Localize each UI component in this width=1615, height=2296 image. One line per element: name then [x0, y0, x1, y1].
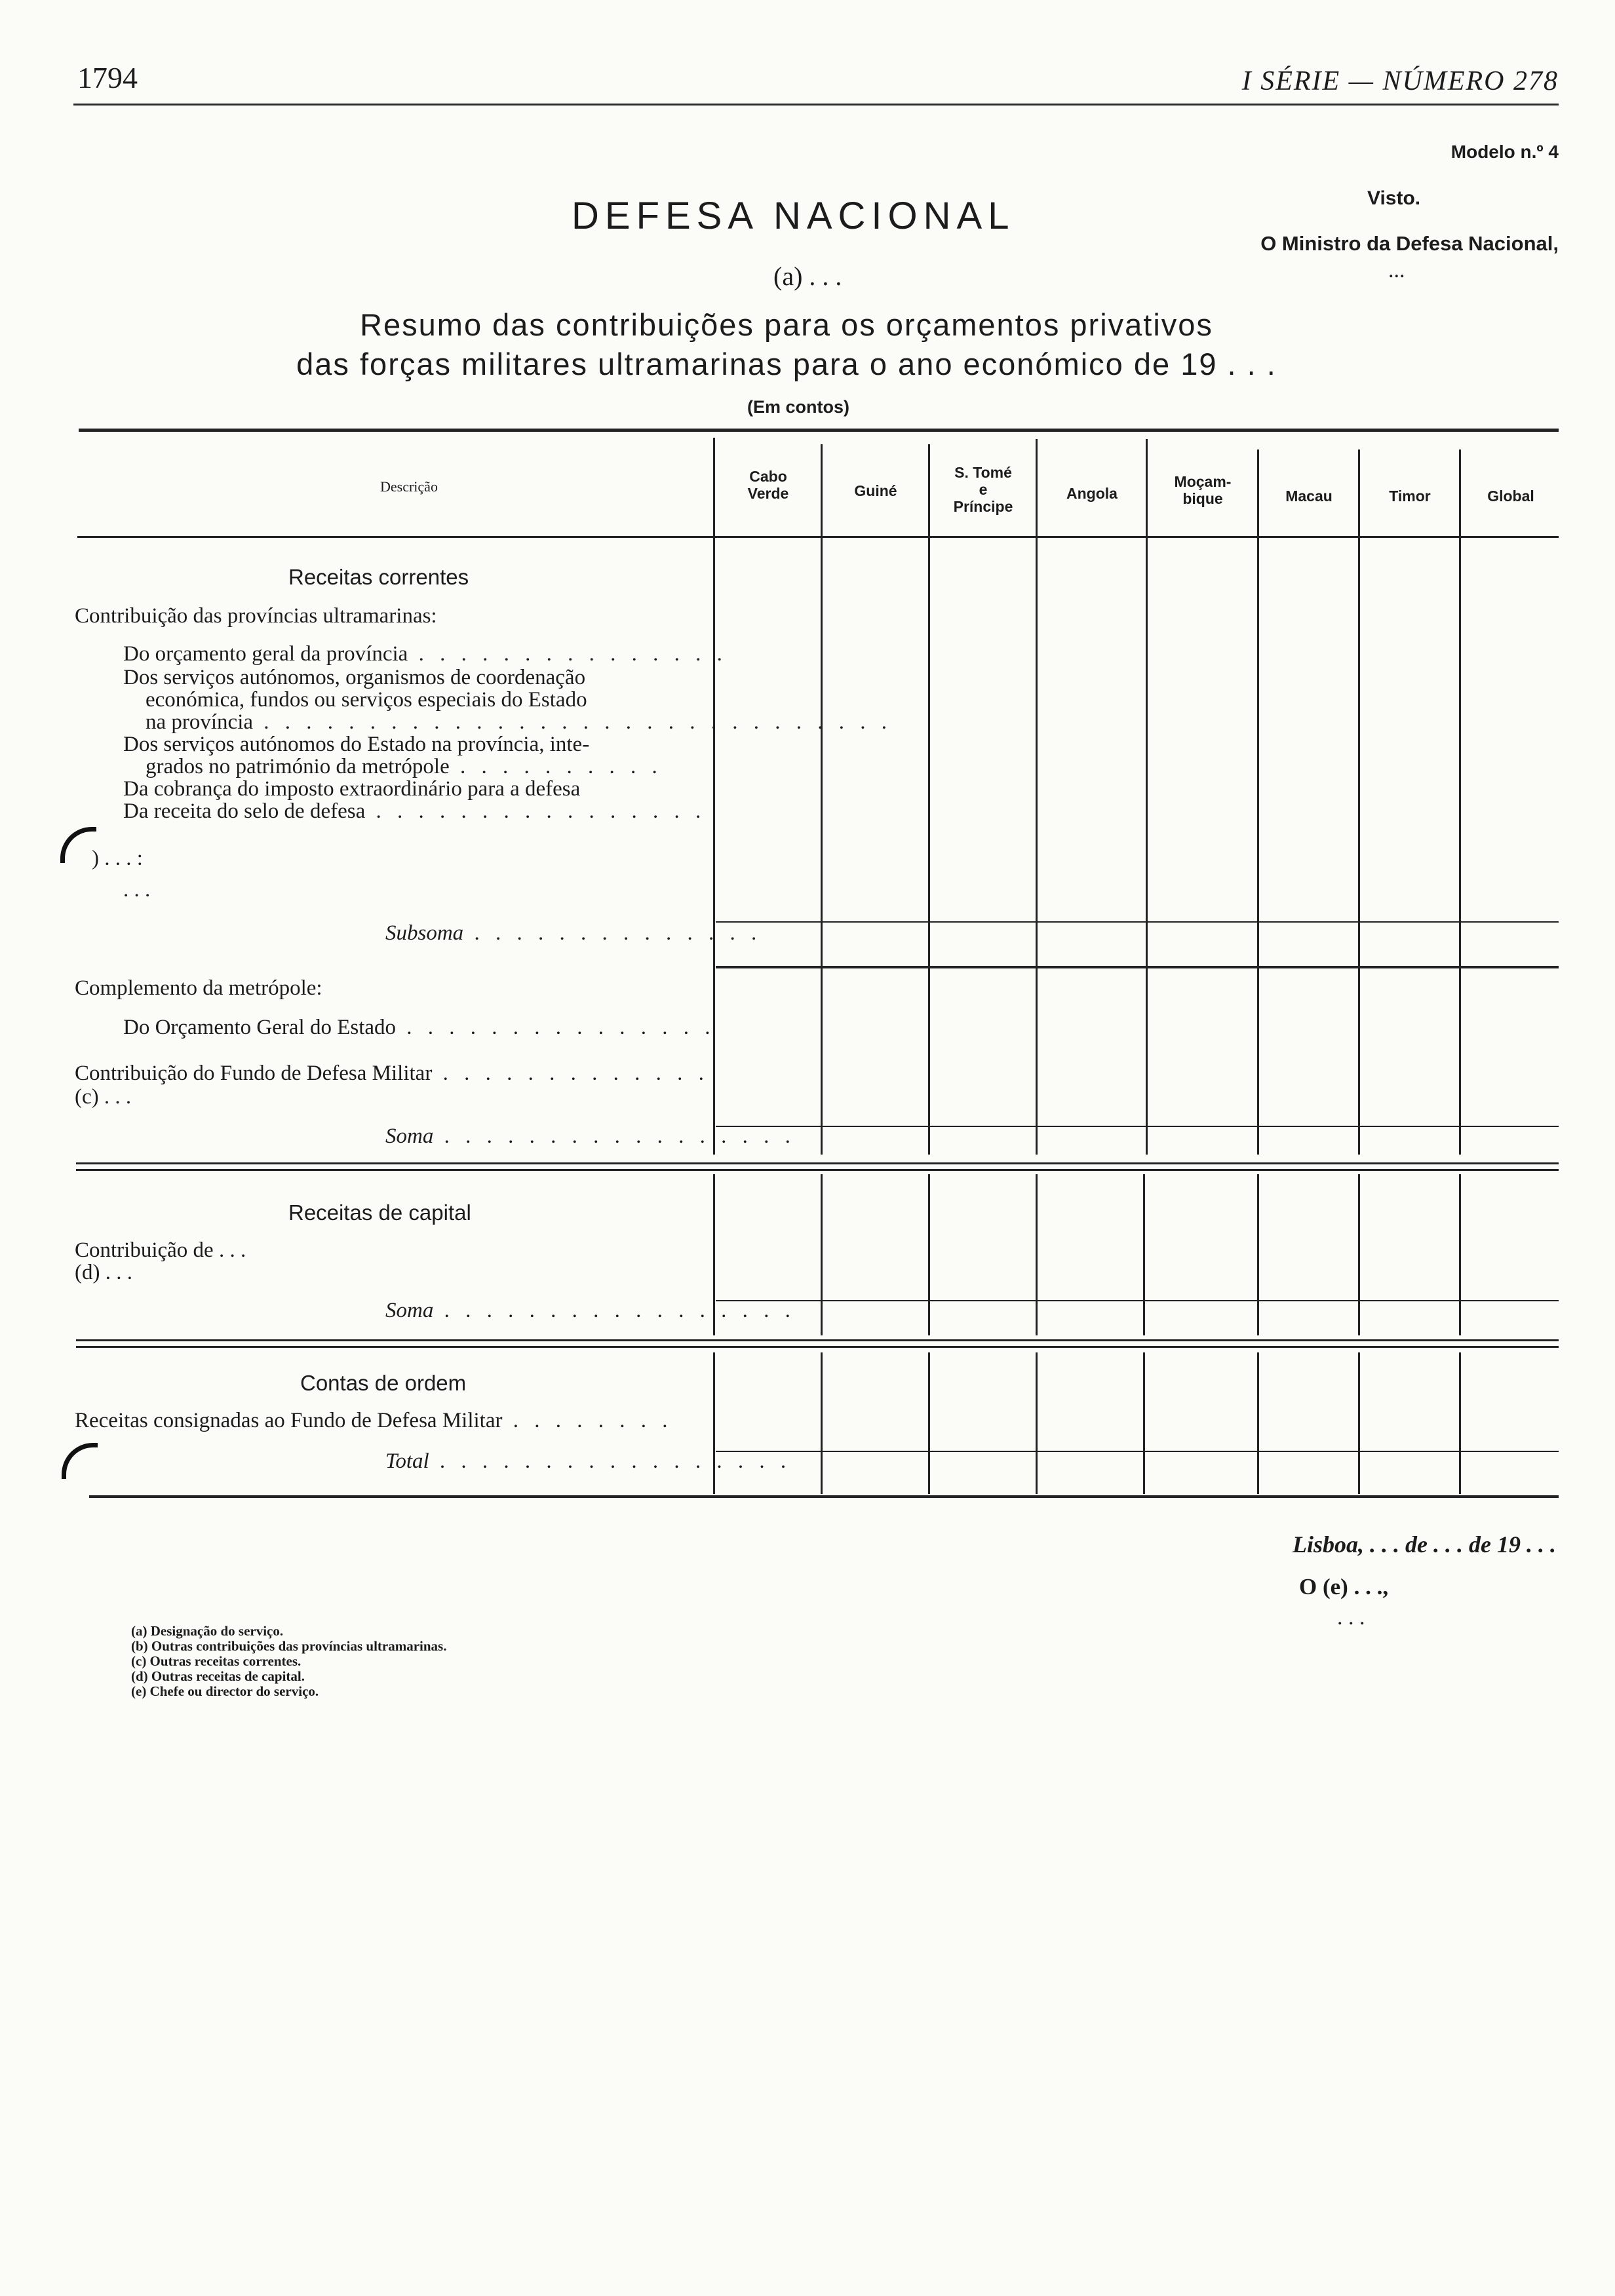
col-rule-3 [1036, 439, 1038, 1155]
row-soma-2 [385, 1299, 796, 1322]
column-header-timor [1361, 488, 1459, 505]
column-header-macau [1260, 488, 1358, 505]
section-separator-2b [76, 1346, 1559, 1348]
total-rule [716, 1451, 1559, 1452]
row-orcamento-geral [123, 642, 728, 666]
footnote-b: (b) Outras contribuições das províncias ultramarinas. [131, 1638, 447, 1654]
bracket-mark [62, 1443, 98, 1479]
column-header-line: Guiné [854, 482, 897, 499]
footnote-c: (c) Outras receitas correntes. [131, 1653, 302, 1669]
model-number: Modelo n.º 4 [1450, 142, 1559, 162]
col-rule-5 [1257, 450, 1259, 1155]
col-rule-6-b [1358, 1174, 1360, 1335]
col-rule-3-b [1036, 1174, 1038, 1335]
units-label: (Em contos) [747, 397, 850, 417]
col-rule-3-c [1036, 1352, 1038, 1494]
row-other-current-revenue: (c) . . . [75, 1085, 132, 1109]
section-separator-2a [76, 1339, 1559, 1341]
column-header-line: Global [1487, 488, 1534, 505]
col-rule-4-b [1143, 1174, 1145, 1335]
leader-dots: . . . . . . . . . . . . . . . . . . . . . . . . . . . . . . [253, 710, 893, 734]
column-header-global [1462, 488, 1560, 505]
col-rule-2 [928, 444, 930, 1155]
leader-dots: . . . . . . . . [502, 1409, 673, 1432]
section-separator-1a [76, 1162, 1559, 1164]
footnote-a: (a) Designação do serviço. [131, 1623, 284, 1639]
subsoma-rule-top [716, 921, 1559, 923]
col-rule-7-b [1459, 1174, 1461, 1335]
footnotes [131, 1624, 446, 1699]
row-servicos-estado-2 [146, 755, 700, 778]
row-total [385, 1449, 792, 1473]
col-rule-4-c [1143, 1352, 1145, 1494]
row-fundo-defesa-militar [75, 1062, 709, 1085]
row-label: Do orçamento geral da província [123, 642, 408, 666]
row-servicos-autonomos-1: Dos serviços autónomos, organismos de coordenação [123, 666, 586, 689]
page-number: 1794 [77, 61, 138, 94]
row-label: Contribuição do Fundo de Defesa Militar [75, 1062, 433, 1085]
col-rule-5-c [1257, 1352, 1259, 1494]
section-separator-1b [76, 1169, 1559, 1171]
row-label: grados no património da metrópole [146, 755, 450, 778]
row-other-contributions-dots: . . . [123, 878, 151, 902]
col-rule-1 [821, 444, 823, 1155]
column-header-line: e [979, 481, 988, 498]
row-label: Soma [385, 1124, 434, 1148]
row-other-capital-revenue: (d) . . . [75, 1261, 132, 1284]
column-header-line: Timor [1389, 488, 1431, 505]
col-rule-2-b [928, 1174, 930, 1335]
row-contribuicao-provincias: Contribuição das províncias ultramarinas: [75, 604, 437, 628]
column-header-line: Angola [1066, 485, 1118, 502]
col-rule-1-c [821, 1352, 823, 1494]
footnote-d: (d) Outras receitas de capital. [131, 1668, 305, 1684]
minister-label: O Ministro da Defesa Nacional, [1260, 232, 1559, 255]
row-servicos-autonomos-3 [146, 710, 893, 734]
leader-dots: . . . . . . . . . . . . . . . [396, 1016, 716, 1039]
row-receitas-consignadas [75, 1409, 700, 1432]
signer-dots: . . . [1337, 1605, 1365, 1630]
subsoma-rule-bottom [716, 966, 1559, 968]
bracket-mark [60, 827, 96, 863]
row-label: na província [146, 710, 254, 734]
soma2-rule [716, 1300, 1559, 1301]
row-label: Soma [385, 1299, 434, 1322]
header-bottom-rule [77, 536, 1559, 538]
col-rule-2-c [928, 1352, 930, 1494]
place-date-line: Lisboa, . . . de . . . de 19 . . . [1293, 1531, 1556, 1558]
row-label: Subsoma [385, 921, 464, 945]
summary-heading [131, 305, 1442, 384]
leader-dots: . . . . . . . . . . . . . . . . [365, 799, 707, 823]
col-rule-6-c [1358, 1352, 1360, 1494]
section-heading-receitas-capital: Receitas de capital [288, 1200, 471, 1225]
summary-heading-line1: Resumo das contribuições para os orçamentos privativos [360, 307, 1213, 342]
column-header-line: Macau [1285, 488, 1333, 505]
row-label: Da receita do selo de defesa [123, 799, 366, 823]
leader-dots: . . . . . . . . . . [449, 755, 663, 778]
row-soma-1 [385, 1124, 796, 1148]
row-label: Do Orçamento Geral do Estado [123, 1016, 397, 1039]
series-number: I SÉRIE — NÚMERO 278 [1241, 66, 1559, 96]
leader-dots: . . . . . . . . . . . . . [432, 1062, 709, 1085]
column-header-line: S. Tomé [954, 464, 1012, 481]
footnote-e: (e) Chefe ou director do serviço. [131, 1683, 319, 1699]
summary-heading-line2: das forças militares ultramarinas para o ano económico de 19 . . . [296, 347, 1277, 381]
col-rule-desc [713, 438, 715, 1155]
col-rule-7 [1459, 450, 1461, 1155]
minister-signature-dots: ... [1388, 258, 1405, 282]
description-column-header: Descrição [380, 478, 438, 495]
row-selo-defesa [123, 799, 707, 823]
col-rule-6 [1358, 450, 1360, 1155]
column-header-cabo-verde [716, 468, 821, 502]
col-rule-5-b [1257, 1174, 1259, 1335]
column-header-line: Cabo [749, 468, 787, 485]
col-rule-1-b [821, 1174, 823, 1335]
leader-dots: . . . . . . . . . . . . . . . . . [433, 1124, 796, 1148]
leader-dots: . . . . . . . . . . . . . . [463, 921, 762, 945]
header-rule [73, 104, 1559, 105]
page-title: DEFESA NACIONAL [572, 195, 1015, 237]
column-header-line: bique [1182, 490, 1223, 507]
column-header-mocambique [1148, 473, 1257, 507]
col-rule-7-c [1459, 1352, 1461, 1494]
table-bottom-rule [89, 1495, 1559, 1498]
column-header-line: Príncipe [953, 498, 1013, 515]
row-servicos-estado-1: Dos serviços autónomos do Estado na província, inte- [123, 733, 590, 756]
visto-label: Visto. [1367, 187, 1421, 209]
row-imposto-extraordinario: Da cobrança do imposto extraordinário para a defesa [123, 777, 581, 801]
row-complemento-metropole: Complemento da metrópole: [75, 976, 322, 1000]
row-other-contributions: ) . . . : [92, 847, 143, 870]
row-label: Receitas consignadas ao Fundo de Defesa Militar [75, 1409, 503, 1432]
leader-dots: . . . . . . . . . . . . . . . . . [433, 1299, 796, 1322]
section-heading-receitas-correntes: Receitas correntes [288, 565, 469, 589]
service-placeholder: (a) . . . [773, 261, 842, 291]
section-heading-contas-ordem: Contas de ordem [300, 1371, 467, 1395]
row-subsoma [385, 921, 762, 945]
leader-dots: . . . . . . . . . . . . . . . . . [429, 1449, 792, 1473]
signer-label: O (e) . . ., [1299, 1574, 1389, 1599]
column-header-sao-tome [931, 464, 1036, 515]
row-servicos-autonomos-2: económica, fundos ou serviços especiais do Estado [146, 688, 587, 712]
leader-dots: . . . . . . . . . . . . . . . [408, 642, 728, 666]
column-header-line: Moçam- [1174, 473, 1232, 490]
col-rule-4 [1146, 439, 1148, 1155]
column-header-angola [1038, 485, 1146, 502]
row-label: Total [385, 1449, 429, 1473]
table-top-rule [79, 429, 1559, 432]
column-header-guine [823, 482, 928, 499]
soma1-rule [716, 1126, 1559, 1127]
column-header-line: Verde [747, 485, 789, 502]
row-orcamento-geral-estado [123, 1016, 716, 1039]
row-contribuicao-de: Contribuição de . . . [75, 1238, 246, 1262]
